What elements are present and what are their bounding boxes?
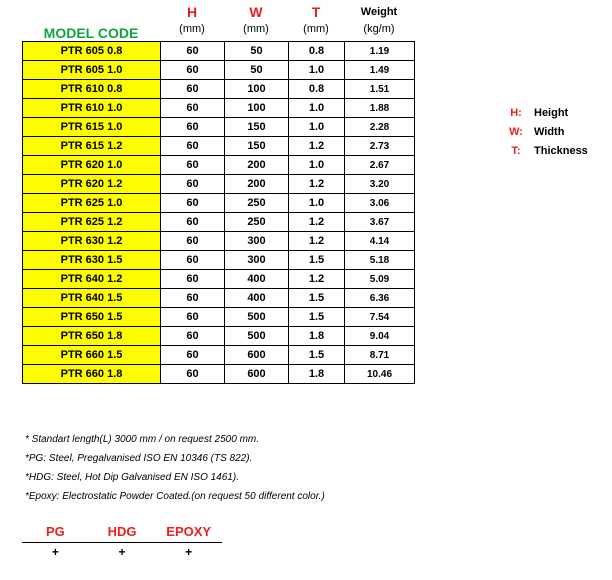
weight-cell: 2.67 <box>345 156 415 175</box>
width-cell: 200 <box>225 156 289 175</box>
weight-cell: 3.20 <box>345 175 415 194</box>
width-cell: 600 <box>225 365 289 384</box>
model-code-cell: PTR 630 1.2 <box>23 232 161 251</box>
width-cell: 200 <box>225 175 289 194</box>
height-cell: 60 <box>161 80 225 99</box>
model-code-cell: PTR 650 1.5 <box>23 308 161 327</box>
model-code-cell: PTR 605 0.8 <box>23 42 161 61</box>
model-code-cell: PTR 605 1.0 <box>23 61 161 80</box>
thickness-cell: 1.0 <box>289 61 345 80</box>
table-row <box>23 270 415 289</box>
model-code-cell: PTR 640 1.5 <box>23 289 161 308</box>
product-table <box>22 41 415 384</box>
height-unit: (mm) <box>179 23 205 35</box>
table-row <box>23 80 415 99</box>
note-line: *Epoxy: Electrostatic Powder Coated.(on request 50 different color.) <box>25 491 325 502</box>
width-cell: 250 <box>225 213 289 232</box>
height-cell: 60 <box>161 194 225 213</box>
width-column-header <box>224 4 288 38</box>
note-line: * Standart length(L) 3000 mm / on request 2500 mm. <box>25 434 260 445</box>
table-row <box>23 213 415 232</box>
height-cell: 60 <box>161 232 225 251</box>
thickness-cell: 1.0 <box>289 194 345 213</box>
weight-cell: 1.19 <box>345 42 415 61</box>
thickness-cell: 1.0 <box>289 156 345 175</box>
weight-unit: (kg/m) <box>363 23 395 35</box>
model-code-cell: PTR 630 1.5 <box>23 251 161 270</box>
height-cell: 60 <box>161 213 225 232</box>
thickness-cell: 1.2 <box>289 175 345 194</box>
legend-item <box>498 122 588 141</box>
height-cell: 60 <box>161 137 225 156</box>
width-cell: 300 <box>225 251 289 270</box>
height-cell: 60 <box>161 118 225 137</box>
weight-cell: 1.88 <box>345 99 415 118</box>
dimension-legend <box>498 103 588 160</box>
model-code-cell: PTR 625 1.0 <box>23 194 161 213</box>
weight-cell: 1.49 <box>345 61 415 80</box>
width-cell: 500 <box>225 308 289 327</box>
table-row <box>23 365 415 384</box>
thickness-cell: 1.5 <box>289 251 345 270</box>
weight-cell: 2.28 <box>345 118 415 137</box>
width-unit: (mm) <box>243 23 269 35</box>
note-line: *HDG: Steel, Hot Dip Galvanised EN ISO 1461). <box>25 472 239 483</box>
table-row <box>23 137 415 156</box>
weight-cell: 6.36 <box>345 289 415 308</box>
option-mark: + <box>185 545 193 559</box>
height-cell: 60 <box>161 289 225 308</box>
option-label: EPOXY <box>166 524 212 539</box>
height-cell: 60 <box>161 270 225 289</box>
height-cell: 60 <box>161 365 225 384</box>
thickness-cell: 1.2 <box>289 213 345 232</box>
weight-cell: 3.06 <box>345 194 415 213</box>
weight-cell: 3.67 <box>345 213 415 232</box>
thickness-cell: 1.0 <box>289 118 345 137</box>
finish-options <box>22 524 222 561</box>
thickness-cell: 1.5 <box>289 308 345 327</box>
model-code-cell: PTR 660 1.8 <box>23 365 161 384</box>
width-cell: 100 <box>225 99 289 118</box>
model-code-cell: PTR 610 0.8 <box>23 80 161 99</box>
weight-cell: 4.14 <box>345 232 415 251</box>
height-cell: 60 <box>161 156 225 175</box>
width-cell: 400 <box>225 270 289 289</box>
height-cell: 60 <box>161 99 225 118</box>
thickness-column-header <box>288 4 344 38</box>
table-row <box>23 175 415 194</box>
model-code-cell: PTR 650 1.8 <box>23 327 161 346</box>
width-cell: 300 <box>225 232 289 251</box>
table-row <box>23 156 415 175</box>
width-cell: 150 <box>225 137 289 156</box>
table-row <box>23 327 415 346</box>
width-cell: 600 <box>225 346 289 365</box>
option-mark: + <box>51 545 59 559</box>
thickness-unit: (mm) <box>303 23 329 35</box>
option-label: PG <box>45 524 65 539</box>
model-code-cell: PTR 610 1.0 <box>23 99 161 118</box>
table-row <box>23 99 415 118</box>
table-row <box>23 61 415 80</box>
table-row <box>23 232 415 251</box>
height-cell: 60 <box>161 308 225 327</box>
legend-label: Height <box>534 106 569 119</box>
weight-cell: 5.09 <box>345 270 415 289</box>
height-cell: 60 <box>161 327 225 346</box>
width-cell: 100 <box>225 80 289 99</box>
weight-cell: 8.71 <box>345 346 415 365</box>
height-letter: H <box>186 4 198 20</box>
table-row <box>23 289 415 308</box>
thickness-cell: 1.5 <box>289 289 345 308</box>
model-code-header: MODEL CODE <box>43 25 139 41</box>
height-cell: 60 <box>161 42 225 61</box>
legend-item <box>498 141 588 160</box>
thickness-cell: 1.5 <box>289 346 345 365</box>
legend-label: Width <box>534 125 565 138</box>
height-cell: 60 <box>161 346 225 365</box>
weight-column-header <box>344 4 414 38</box>
notes <box>25 430 325 506</box>
legend-label: Thickness <box>534 144 588 157</box>
model-code-cell: PTR 625 1.2 <box>23 213 161 232</box>
width-cell: 500 <box>225 327 289 346</box>
option-mark: + <box>118 545 126 559</box>
legend-key: T: <box>511 144 521 157</box>
model-code-cell: PTR 615 1.0 <box>23 118 161 137</box>
width-cell: 250 <box>225 194 289 213</box>
width-cell: 400 <box>225 289 289 308</box>
table-row <box>23 42 415 61</box>
weight-cell: 2.73 <box>345 137 415 156</box>
thickness-cell: 0.8 <box>289 80 345 99</box>
thickness-cell: 1.2 <box>289 137 345 156</box>
model-code-cell: PTR 660 1.5 <box>23 346 161 365</box>
width-letter: W <box>249 4 263 20</box>
height-cell: 60 <box>161 175 225 194</box>
weight-cell: 5.18 <box>345 251 415 270</box>
model-code-cell: PTR 640 1.2 <box>23 270 161 289</box>
model-code-cell: PTR 620 1.0 <box>23 156 161 175</box>
height-column-header <box>160 4 224 38</box>
thickness-cell: 1.2 <box>289 232 345 251</box>
table-row <box>23 308 415 327</box>
model-code-cell: PTR 620 1.2 <box>23 175 161 194</box>
model-code-cell: PTR 615 1.2 <box>23 137 161 156</box>
weight-label: Weight <box>360 6 398 18</box>
weight-cell: 10.46 <box>345 365 415 384</box>
height-cell: 60 <box>161 251 225 270</box>
table-row <box>23 251 415 270</box>
table-row <box>23 118 415 137</box>
width-cell: 150 <box>225 118 289 137</box>
thickness-cell: 1.2 <box>289 270 345 289</box>
thickness-cell: 1.8 <box>289 327 345 346</box>
table-row <box>23 346 415 365</box>
weight-cell: 7.54 <box>345 308 415 327</box>
height-cell: 60 <box>161 61 225 80</box>
thickness-cell: 1.8 <box>289 365 345 384</box>
legend-key: W: <box>509 125 523 138</box>
width-cell: 50 <box>225 42 289 61</box>
legend-item <box>498 103 588 122</box>
thickness-cell: 0.8 <box>289 42 345 61</box>
weight-cell: 1.51 <box>345 80 415 99</box>
legend-key: H: <box>510 106 522 119</box>
table-row <box>23 194 415 213</box>
note-line: *PG: Steel, Pregalvanised ISO EN 10346 (TS 822). <box>25 453 253 464</box>
thickness-cell: 1.0 <box>289 99 345 118</box>
thickness-letter: T <box>311 4 321 20</box>
width-cell: 50 <box>225 61 289 80</box>
option-label: HDG <box>107 524 137 539</box>
weight-cell: 9.04 <box>345 327 415 346</box>
